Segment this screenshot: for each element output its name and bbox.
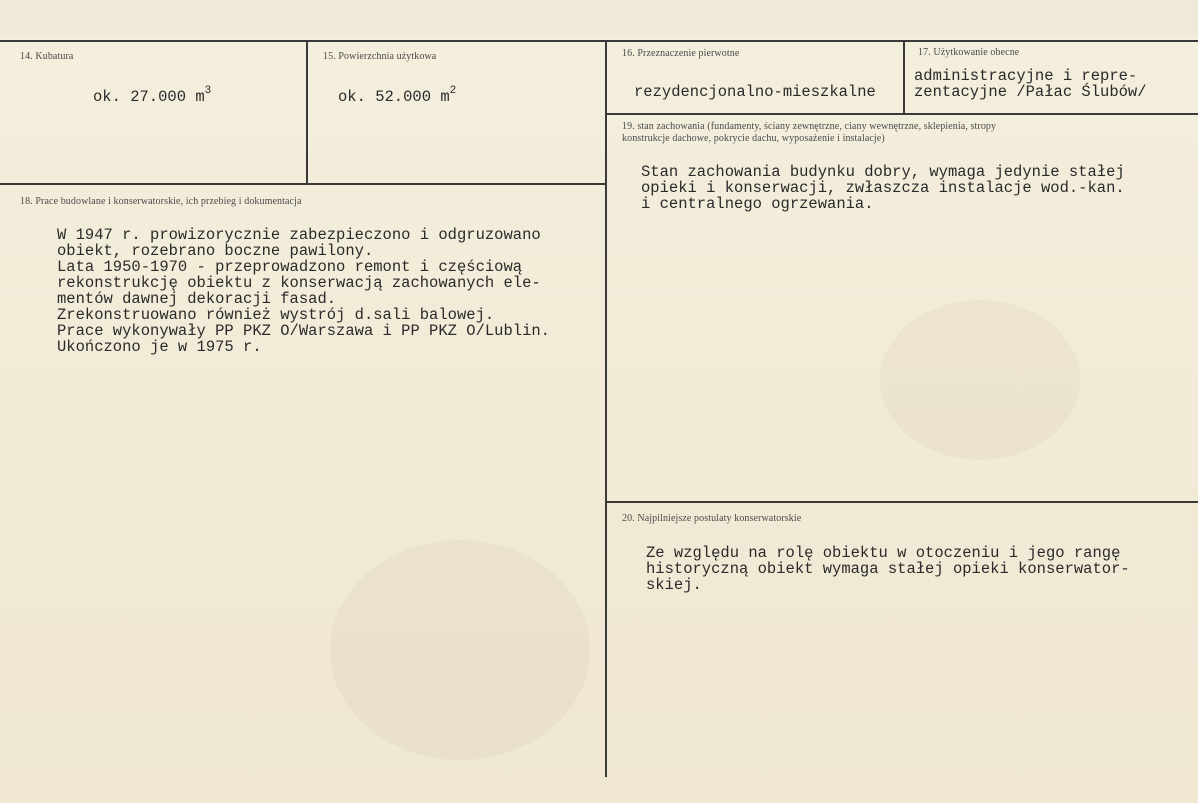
field-20-line: historyczną obiekt wymaga stałej opieki konserwator- xyxy=(646,560,1130,578)
divider-19-20 xyxy=(606,501,1198,503)
field-18-line: obiekt, rozebrano boczne pawilony. xyxy=(57,242,374,260)
field-20-label: 20. Najpilniejsze postulaty konserwatorskie xyxy=(622,513,802,524)
paper-stain xyxy=(880,300,1080,460)
field-18-line: rekonstrukcję obiektu z konserwacją zachowanych ele- xyxy=(57,274,541,292)
field-18-line: Lata 1950-1970 - przeprowadzono remont i częściową xyxy=(57,258,523,276)
field-18-line: mentów dawnej dekoracji fasad. xyxy=(57,290,337,308)
field-17-line: administracyjne i repre- xyxy=(914,67,1138,85)
field-19-label: 19. stan zachowania (fundamenty, ściany zewnętrzne, ciany wewnętrzne, sklepienia, stropy xyxy=(622,121,997,132)
field-15-exponent: 2 xyxy=(449,84,457,97)
field-19-line: Stan zachowania budynku dobry, wymaga jedynie stałej xyxy=(641,163,1125,181)
field-16-value: rezydencjonalno-mieszkalne xyxy=(634,83,876,101)
field-19-label-continued: konstrukcje dachowe, pokrycie dachu, wyposażenie i instalacje) xyxy=(622,133,885,144)
field-18-line: Zrekonstruowano również wystrój d.sali balowej. xyxy=(57,306,495,324)
field-14-value: ok. 27.000 $m^3$ xyxy=(93,84,212,106)
field-20-line: skiej. xyxy=(646,576,702,594)
divider-top-row-left xyxy=(0,183,605,185)
field-15-label: 15. Powierzchnia użytkowa xyxy=(323,51,437,62)
field-18-line: Ukończono je w 1975 r. xyxy=(57,338,262,356)
field-18-line: W 1947 r. prowizorycznie zabezpieczono i odgruzowano xyxy=(57,226,541,244)
paper-stain xyxy=(330,540,590,760)
center-divider xyxy=(605,41,607,777)
field-17-label: 17. Użytkowanie obecne xyxy=(918,47,1020,58)
field-14-label: 14. Kubatura xyxy=(20,51,74,62)
top-border-line xyxy=(0,40,1198,42)
divider-14-15 xyxy=(306,41,308,184)
field-15-value: ok. 52.000 $m^2$ xyxy=(338,84,457,106)
divider-top-row-right xyxy=(606,113,1198,115)
field-18-line: Prace wykonywały PP PKZ O/Warszawa i PP PKZ O/Lublin. xyxy=(57,322,550,340)
divider-16-17 xyxy=(903,41,905,113)
field-19-line: i centralnego ogrzewania. xyxy=(641,195,874,213)
field-16-label: 16. Przeznaczenie pierwotne xyxy=(622,48,740,59)
field-14-exponent: 3 xyxy=(204,84,212,97)
field-19-line: opieki i konserwacji, zwłaszcza instalacje wod.-kan. xyxy=(641,179,1125,197)
field-17-line: zentacyjne /Pałac Ślubów/ xyxy=(914,83,1147,101)
top-margin xyxy=(0,0,1198,36)
field-18-label: 18. Prace budowlane i konserwatorskie, ich przebieg i dokumentacja xyxy=(20,196,302,207)
field-20-line: Ze względu na rolę obiektu w otoczeniu i jego rangę xyxy=(646,544,1121,562)
